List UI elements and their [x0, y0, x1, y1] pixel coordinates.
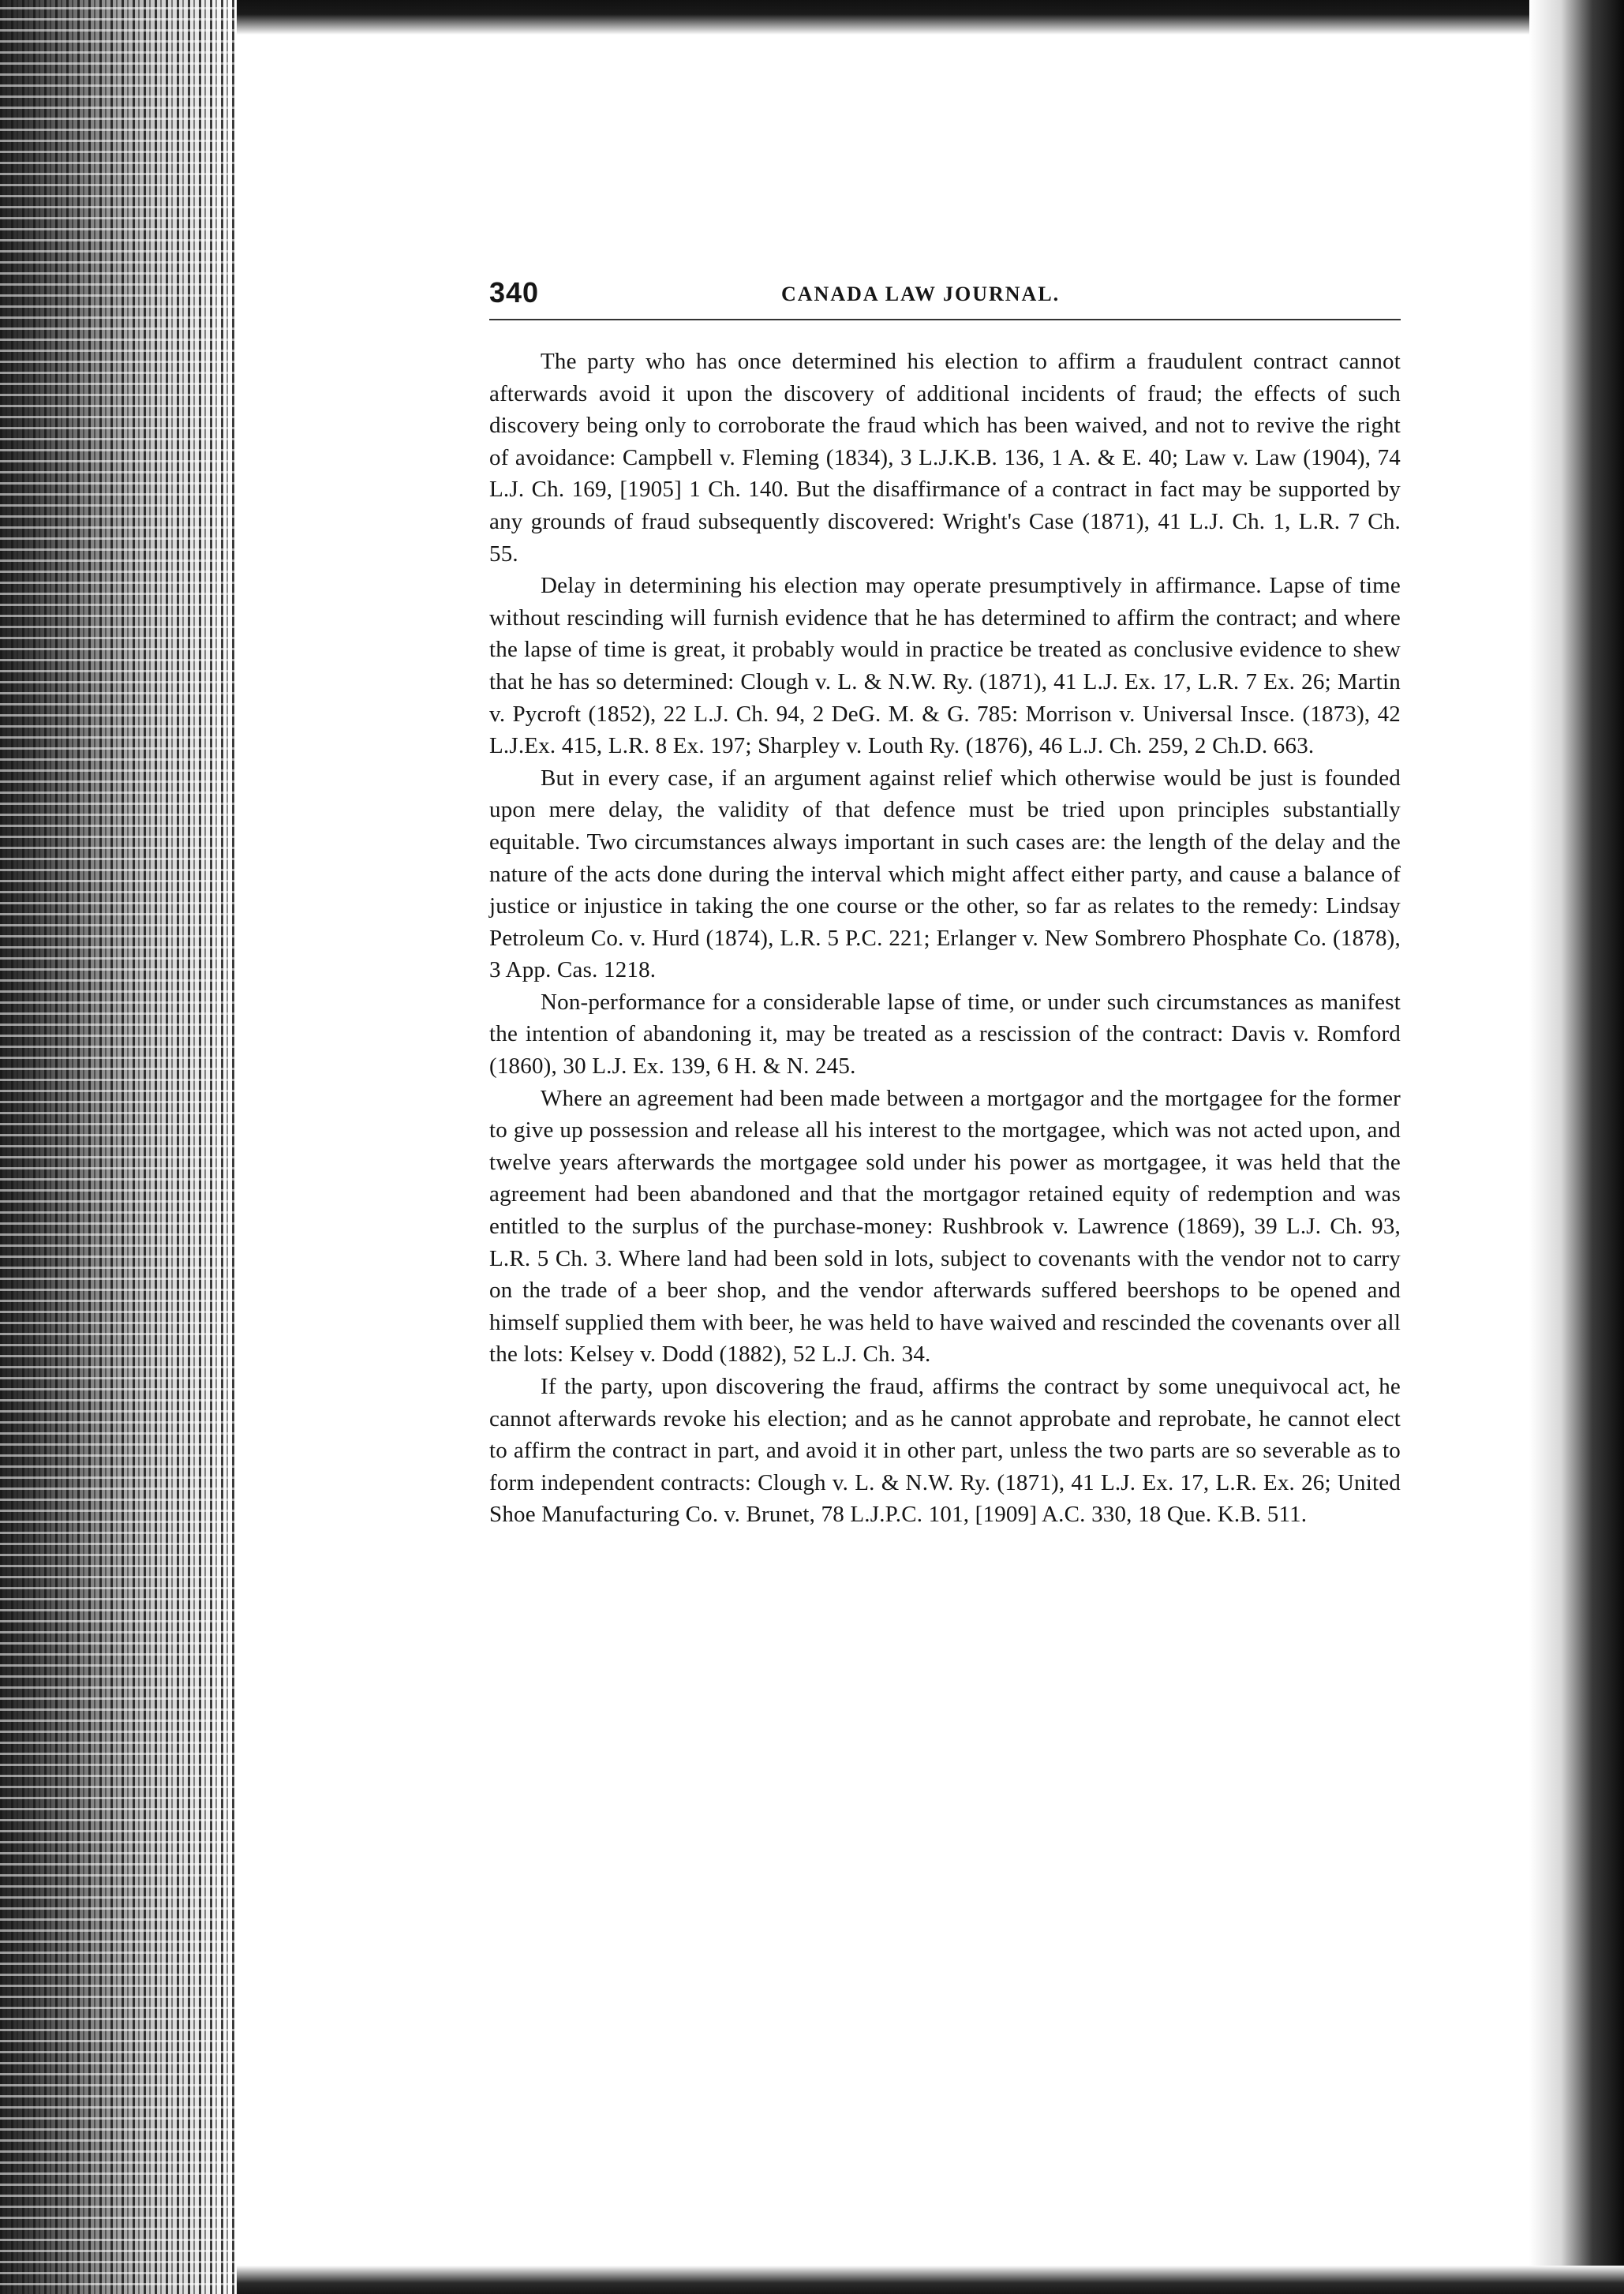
running-head	[489, 276, 1401, 320]
paragraph: Delay in determining his election may operate presumptively in affirmance. Lapse of time without rescinding will furnish evidence that he has determined to affirm the contract; and where the lapse of time is great, it probably would in practice be treated as conclusive evidence to shew that he has so determined: Clough v. L. & N.W. Ry. (1871), 41 L.J. Ex. 17, L.R. 7 Ex. 26; Martin v. Pycroft (1852), 22 L.J. Ch. 94, 2 DeG. M. & G. 785: Morrison v. Universal Insce. (1873), 42 L.J.Ex. 415, L.R. 8 Ex. 197; Sharpley v. Louth Ry. (1876), 46 L.J. Ch. 259, 2 Ch.D. 663.	[489, 573, 1401, 759]
scan-bottom-edge	[237, 2266, 1624, 2294]
scan-right-edge	[1529, 0, 1624, 2294]
paragraph: But in every case, if an argument against relief which otherwise would be just is founded upon mere delay, the validity of that defence must be tried upon principles substantially equitable. Two circumstances always important in such cases are: the length of the delay and the nature of the acts done during the interval which might affect either party, and cause a balance of justice or injustice in taking the one course or the other, so far as relates to the remedy: Lindsay Petroleum Co. v. Hurd (1874), L.R. 5 P.C. 221; Erlanger v. New Sombrero Phosphate Co. (1878), 3 App. Cas. 1218.	[489, 765, 1401, 983]
body-text	[489, 346, 1401, 1531]
scan-binding-texture	[0, 0, 237, 2294]
paragraph: Where an agreement had been made between a mortgagor and the mortgagee for the former to give up possession and release all his interest to the mortgagee, which was not acted upon, and twelve years afterwards the mortgagee sold under his power as mortgagee, it was held that the agreement had been abandoned and that the mortgagor retained equity of redemption and was entitled to the surplus of the purchase-money: Rushbrook v. Lawrence (1869), 39 L.J. Ch. 93, L.R. 5 Ch. 3. Where land had been sold in lots, subject to covenants with the vendor not to carry on the trade of a beer shop, and the vendor afterwards suffered beershops to be opened and himself supplied them with beer, he was held to have waived and rescinded the covenants over all the lots: Kelsey v. Dodd (1882), 52 L.J. Ch. 34.	[489, 1085, 1401, 1368]
paragraph: Non-performance for a considerable lapse of time, or under such circumstances as manifest the intention of abandoning it, may be treated as a rescission of the contract: Davis v. Romford (1860), 30 L.J. Ex. 139, 6 H. & N. 245.	[489, 989, 1401, 1080]
journal-title: CANADA LAW JOURNAL.	[781, 283, 1061, 305]
paragraph: The party who has once determined his election to affirm a fraudulent contract cannot afterwards avoid it upon the discovery of additional incidents of fraud; the effects of such discovery being only to corroborate the fraud which has been waived, and not to revive the right of avoidance: Campbell v. Fleming (1834), 3 L.J.K.B. 136, 1 A. & E. 40; Law v. Law (1904), 74 L.J. Ch. 169, [1905] 1 Ch. 140. But the disaffirmance of a contract in fact may be supported by any grounds of fraud subsequently discovered: Wright's Case (1871), 41 L.J. Ch. 1, L.R. 7 Ch. 55.	[489, 349, 1401, 567]
document-page	[489, 276, 1401, 1531]
page-number: 340	[489, 276, 540, 309]
paragraph: If the party, upon discovering the fraud, affirms the contract by some unequivocal act, he cannot afterwards revoke his election; and as he cannot approbate and reprobate, he cannot elect to affirm the contract in part, and avoid it in other part, unless the two parts are so severable as to form independent contracts: Clough v. L. & N.W. Ry. (1871), 41 L.J. Ex. 17, L.R. Ex. 26; United Shoe Manufacturing Co. v. Brunet, 78 L.J.P.C. 101, [1909] A.C. 330, 18 Que. K.B. 511.	[489, 1374, 1401, 1528]
scan-top-edge	[237, 0, 1624, 35]
